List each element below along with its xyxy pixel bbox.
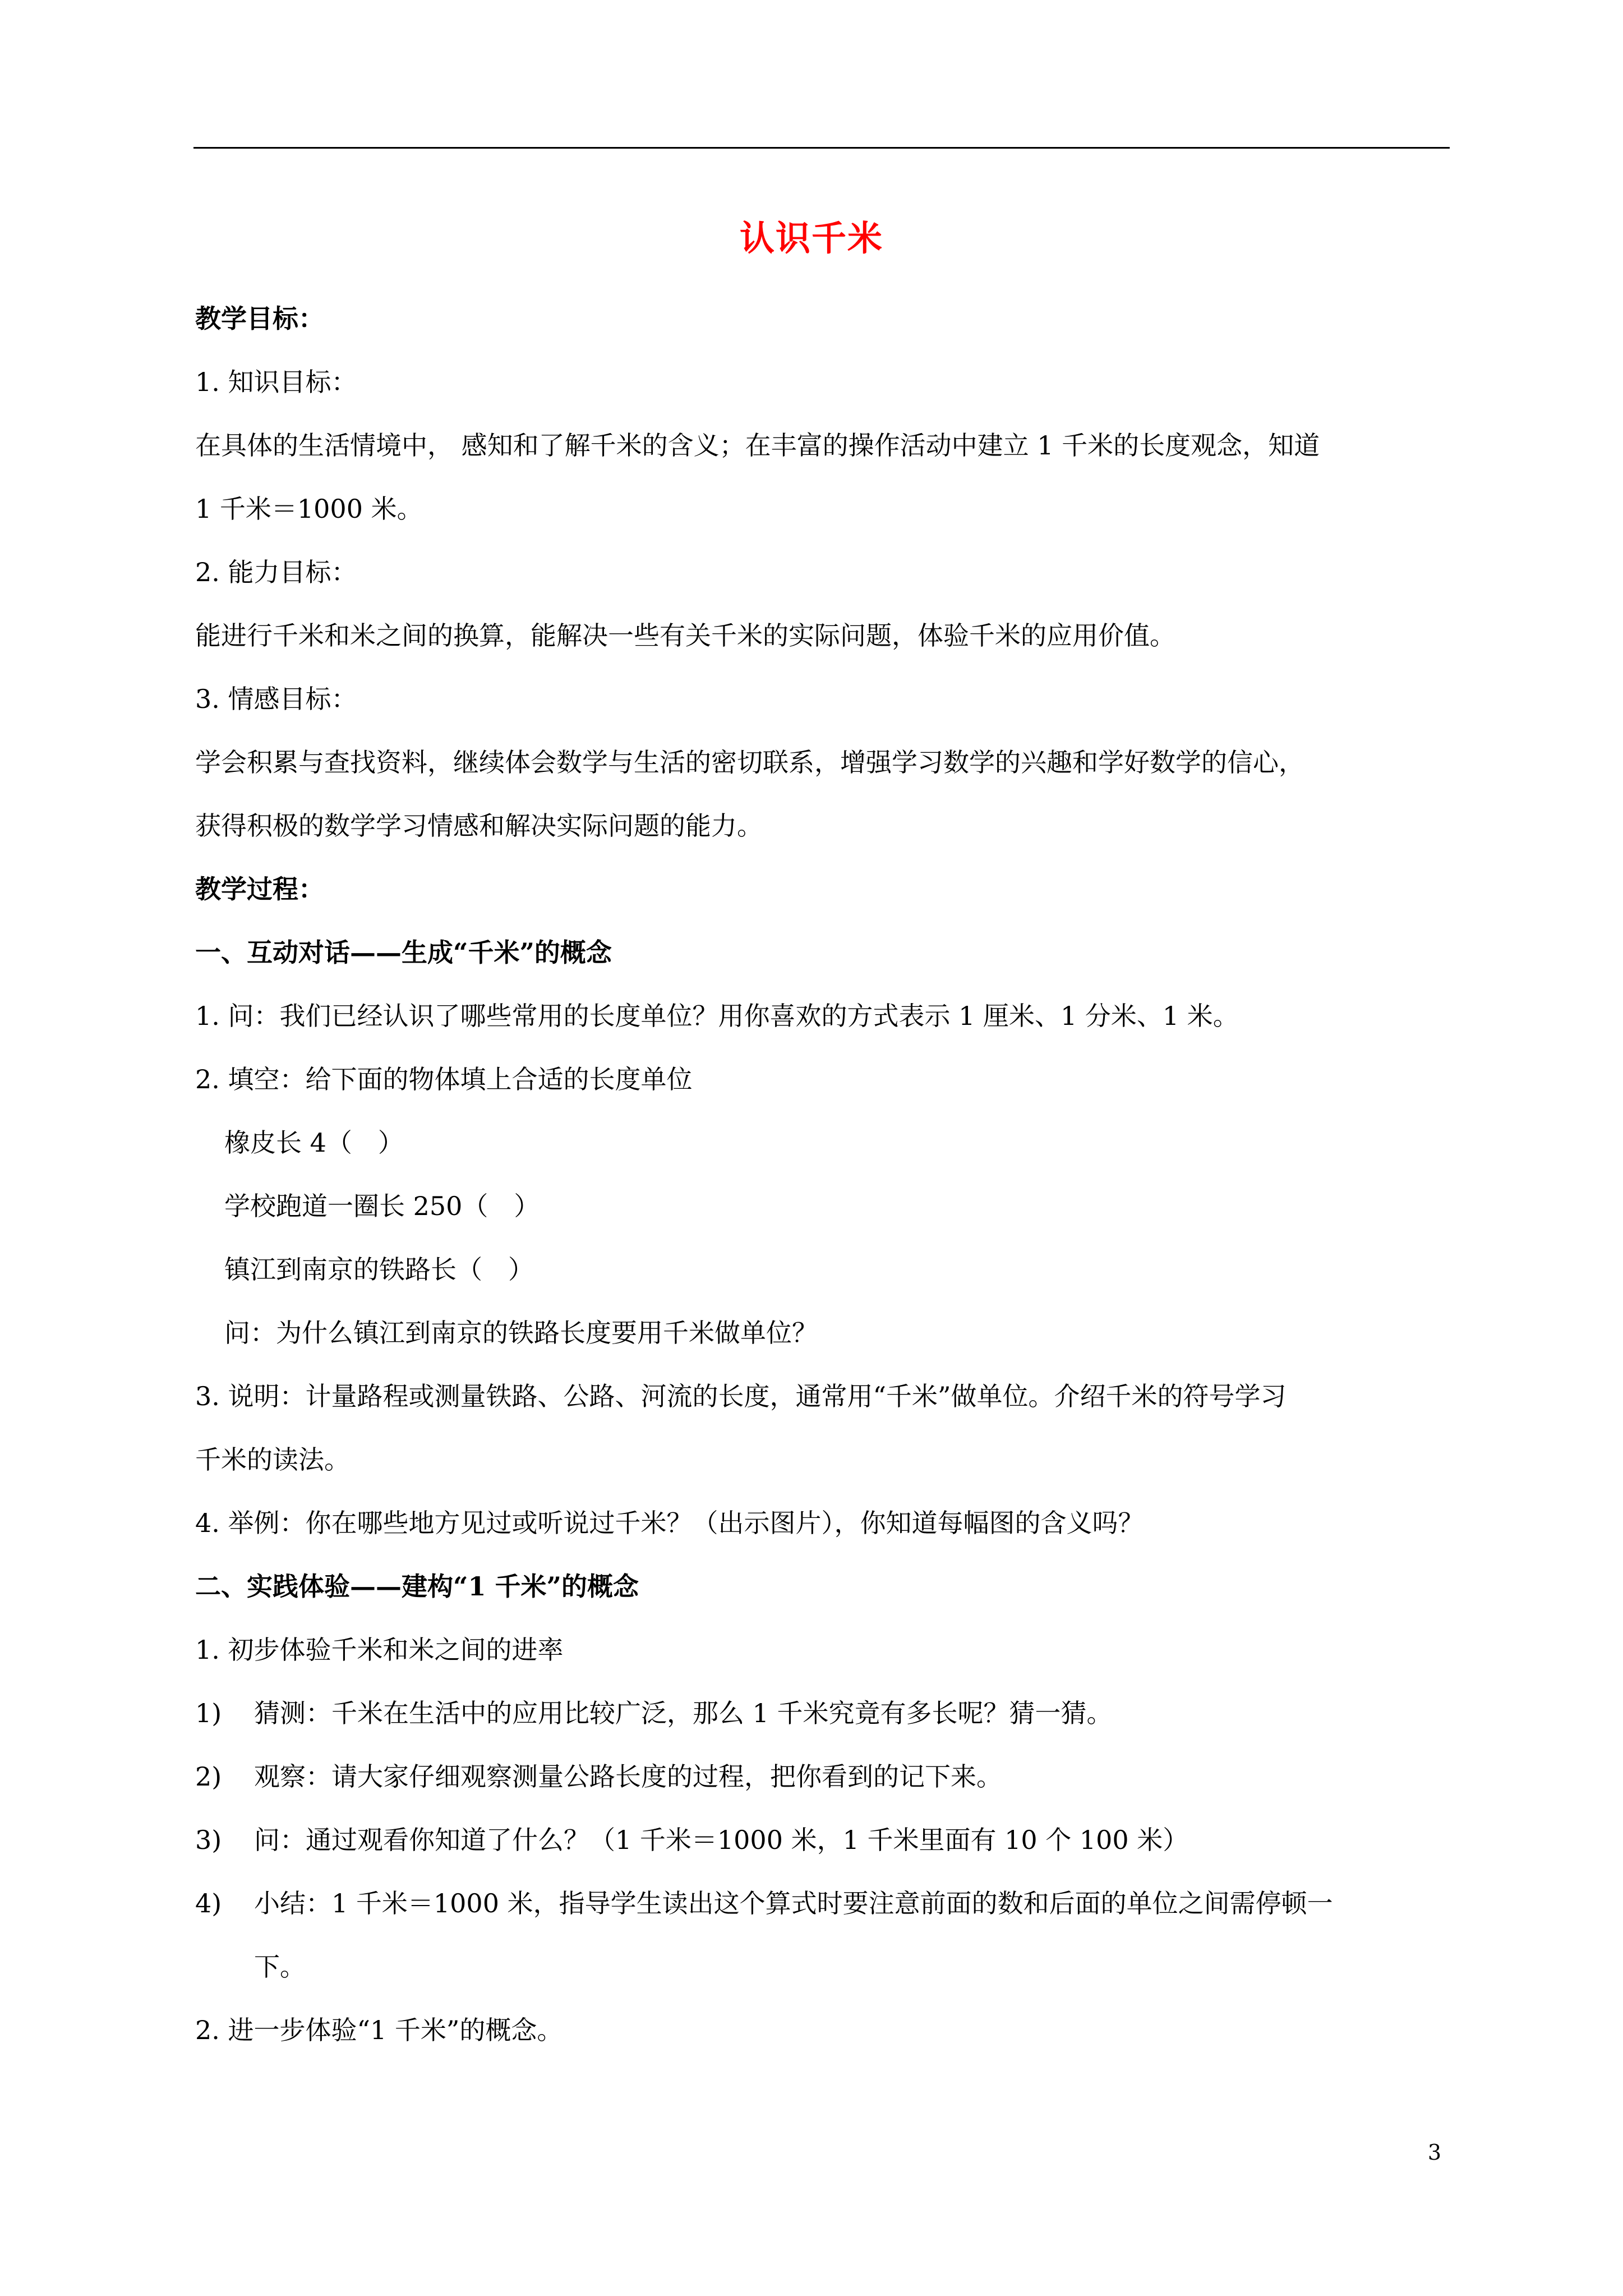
list-item: 2. 填空：给下面的物体填上合适的长度单位 [195,1064,693,1094]
sub-list-continuation: 下。 [254,1952,306,1982]
list-item: 2. 进一步体验“1 千米”的概念。 [195,2015,563,2045]
sub-list-item [195,1754,1451,1818]
sub-list-item [195,1691,1451,1754]
objective-ability-heading: 2. 能力目标： [195,557,357,587]
section-heading-part-two: 二、实践体验——建构“1 千米”的概念 [195,1571,639,1602]
list-item: 1. 初步体验千米和米之间的进率 [195,1635,564,1665]
section-heading-objectives: 教学目标： [195,303,324,334]
header-rule [193,147,1450,149]
sub-list-number: 4) [195,1888,222,1918]
fill-blank-item: 学校跑道一圈长 250（ ） [224,1191,540,1221]
sub-list-number: 2) [195,1761,222,1792]
sub-list-text: 问：通过观看你知道了什么？（1 千米＝1000 米，1 千米里面有 10 个 100 米） [254,1825,1189,1855]
document-body [195,296,1451,2071]
sub-list-number: 3) [195,1825,222,1855]
section-heading-process: 教学过程： [195,874,324,904]
sub-list-text: 观察：请大家仔细观察测量公路长度的过程，把你看到的记下来。 [254,1761,1002,1792]
paragraph-line: 获得积极的数学学习情感和解决实际问题的能力。 [195,811,763,841]
list-item: 1. 问：我们已经认识了哪些常用的长度单位？用你喜欢的方式表示 1 厘米、1 分米、1 米。 [195,1001,1239,1031]
paragraph-line: 千米的读法。 [195,1444,350,1475]
paragraph-line: 在具体的生活情境中， 感知和了解千米的含义；在丰富的操作活动中建立 1 千米的长度观念，知道 [195,430,1320,461]
fill-blank-item: 橡皮长 4（ ） [224,1128,404,1158]
paragraph-line: 能进行千米和米之间的换算，能解决一些有关千米的实际问题，体验千米的应用价值。 [195,620,1175,651]
objective-knowledge-heading: 1. 知识目标： [195,367,357,397]
page-number: 3 [1427,2140,1441,2165]
sub-list-text: 小结：1 千米＝1000 米，指导学生读出这个算式时要注意前面的数和后面的单位之间需停顿一 [254,1888,1333,1918]
list-item: 3. 说明：计量路程或测量铁路、公路、河流的长度，通常用“千米”做单位。介绍千米的符号学习 [195,1381,1287,1411]
fill-blank-item: 镇江到南京的铁路长（ ） [224,1254,534,1285]
sub-list-number: 1) [195,1698,222,1728]
sub-list-text: 猜测：千米在生活中的应用比较广泛，那么 1 千米究竟有多长呢？猜一猜。 [254,1698,1113,1728]
question-line: 问：为什么镇江到南京的铁路长度要用千米做单位？ [224,1318,818,1348]
section-heading-part-one: 一、互动对话——生成“千米”的概念 [195,937,612,968]
paragraph-line: 1 千米＝1000 米。 [195,494,423,524]
list-item: 4. 举例：你在哪些地方见过或听说过千米？（出示图片），你知道每幅图的含义吗？ [195,1508,1144,1538]
page-title: 认识千米 [739,218,883,259]
sub-list-item [195,1818,1451,1881]
objective-emotion-heading: 3. 情感目标： [195,684,357,714]
paragraph-line: 学会积累与查找资料，继续体会数学与生活的密切联系，增强学习数学的兴趣和学好数学的信心， [195,747,1304,777]
sub-list-item [195,1881,1451,1944]
